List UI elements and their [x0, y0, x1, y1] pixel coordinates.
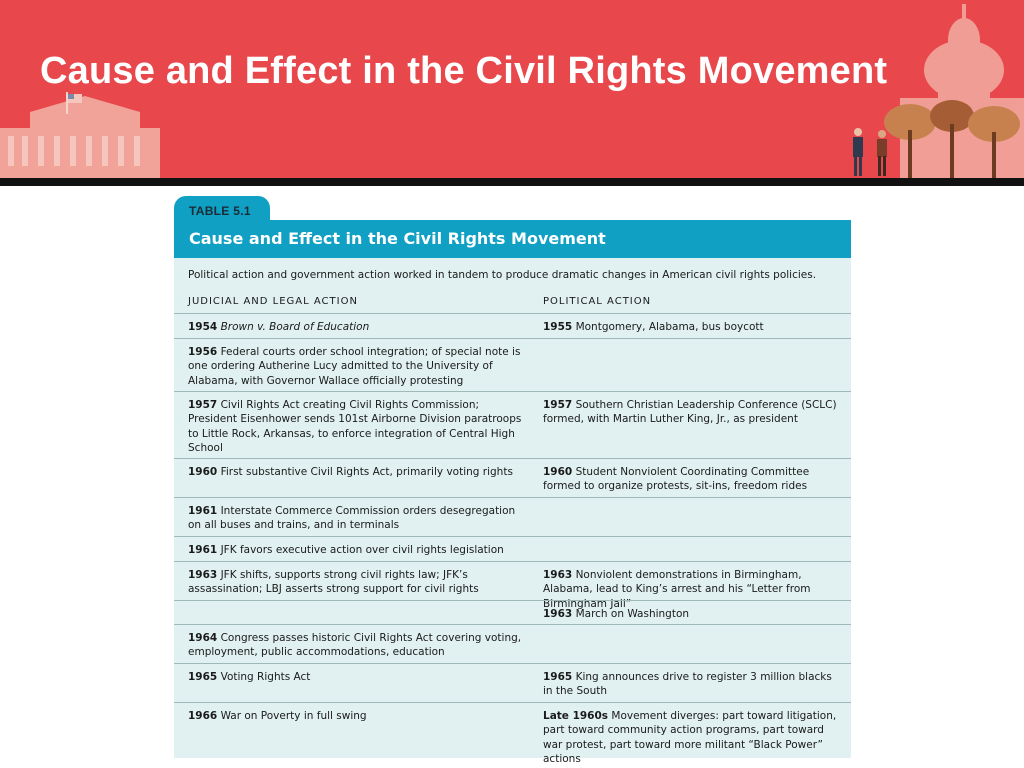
judicial-cell: [188, 398, 523, 455]
year: 1963: [543, 608, 573, 620]
table-row: [174, 663, 851, 703]
judicial-cell: [188, 709, 523, 723]
judicial-cell: [188, 465, 523, 479]
event-text: Brown v. Board of Education: [220, 321, 370, 333]
event-text: Movement diverges: part toward litigation, part toward community action programs, part toward war protest, part toward more militant “Black Power” actions: [543, 710, 837, 765]
table-row: [174, 702, 851, 765]
event-text: March on Washington: [575, 608, 690, 620]
table-label: TABLE 5.1: [174, 196, 270, 222]
year: 1957: [543, 399, 573, 411]
year: 1957: [188, 399, 218, 411]
political-cell: [543, 670, 843, 699]
year: 1966: [188, 710, 218, 722]
event-text: Voting Rights Act: [220, 671, 311, 683]
year: 1960: [188, 466, 218, 478]
event-text: Student Nonviolent Coordinating Committee formed to organize protests, sit-ins, freedom rides: [543, 466, 810, 493]
political-cell: [543, 465, 843, 494]
event-text: First substantive Civil Rights Act, primarily voting rights: [220, 466, 513, 478]
judicial-cell: [188, 631, 523, 660]
column-header-political: POLITICAL ACTION: [543, 296, 652, 307]
year: 1956: [188, 346, 218, 358]
table-row: [174, 338, 851, 392]
table-row: [174, 313, 851, 339]
event-text: War on Poverty in full swing: [220, 710, 367, 722]
event-text: Civil Rights Act creating Civil Rights Commission; President Eisenhower sends 101st Airborne Division paratroops to Little Rock, Arkansas, to enforce integration of Central High School: [188, 399, 522, 454]
judicial-cell: [188, 320, 523, 334]
event-text: Congress passes historic Civil Rights Act covering voting, employment, public accommodations, education: [188, 632, 522, 659]
judicial-cell: [188, 568, 523, 597]
judicial-cell: [188, 504, 523, 533]
table-row: [174, 497, 851, 537]
political-cell: [543, 709, 843, 766]
event-text: JFK shifts, supports strong civil rights law; JFK’s assassination; LBJ asserts strong support for civil rights: [188, 569, 479, 596]
year: Late 1960s: [543, 710, 609, 722]
political-cell: [543, 320, 843, 334]
slide-title: Cause and Effect in the Civil Rights Movement: [40, 50, 888, 92]
year: 1963: [188, 569, 218, 581]
table-body: [174, 258, 851, 765]
judicial-cell: [188, 670, 523, 684]
year: 1960: [543, 466, 573, 478]
table-row: [174, 624, 851, 664]
event-text: Federal courts order school integration; of special note is one ordering Autherine Lucy admitted to the University of Alabama, with Governor Wallace officially protesting: [188, 346, 521, 387]
year: 1964: [188, 632, 218, 644]
capitol-dome-icon: [900, 4, 1024, 178]
table-row: [174, 600, 851, 625]
event-text: King announces drive to register 3 million blacks in the South: [543, 671, 832, 698]
column-header-judicial: JUDICIAL AND LEGAL ACTION: [188, 296, 358, 307]
judicial-cell: [188, 543, 523, 557]
event-text: Montgomery, Alabama, bus boycott: [575, 321, 764, 333]
year: 1961: [188, 544, 218, 556]
banner-divider: [0, 178, 1024, 186]
political-cell: [543, 398, 843, 427]
table-row: [174, 536, 851, 562]
event-text: Nonviolent demonstrations in Birmingham, Alabama, lead to King’s arrest and his “Letter from Birmingham Jail”: [543, 569, 811, 610]
year: 1961: [188, 505, 218, 517]
judicial-cell: [188, 345, 523, 388]
title-banner: [0, 0, 1024, 178]
table-row: [174, 391, 851, 459]
year: 1965: [188, 671, 218, 683]
political-cell: [543, 607, 843, 621]
year: 1963: [543, 569, 573, 581]
people-icon: [853, 128, 887, 176]
year: 1954: [188, 321, 218, 333]
year: 1955: [543, 321, 573, 333]
year: 1965: [543, 671, 573, 683]
table-title: Cause and Effect in the Civil Rights Movement: [174, 220, 851, 258]
table-intro: Political action and government action worked in tandem to produce dramatic changes in American civil rights policies.: [188, 269, 817, 281]
event-text: Southern Christian Leadership Conference (SCLC) formed, with Martin Luther King, Jr., as president: [543, 399, 837, 426]
table-row: [174, 561, 851, 610]
government-building-icon: [0, 94, 160, 178]
event-text: JFK favors executive action over civil rights legislation: [220, 544, 504, 556]
table-row: [174, 458, 851, 498]
event-text: Interstate Commerce Commission orders desegregation on all buses and trains, and in terminals: [188, 505, 516, 532]
